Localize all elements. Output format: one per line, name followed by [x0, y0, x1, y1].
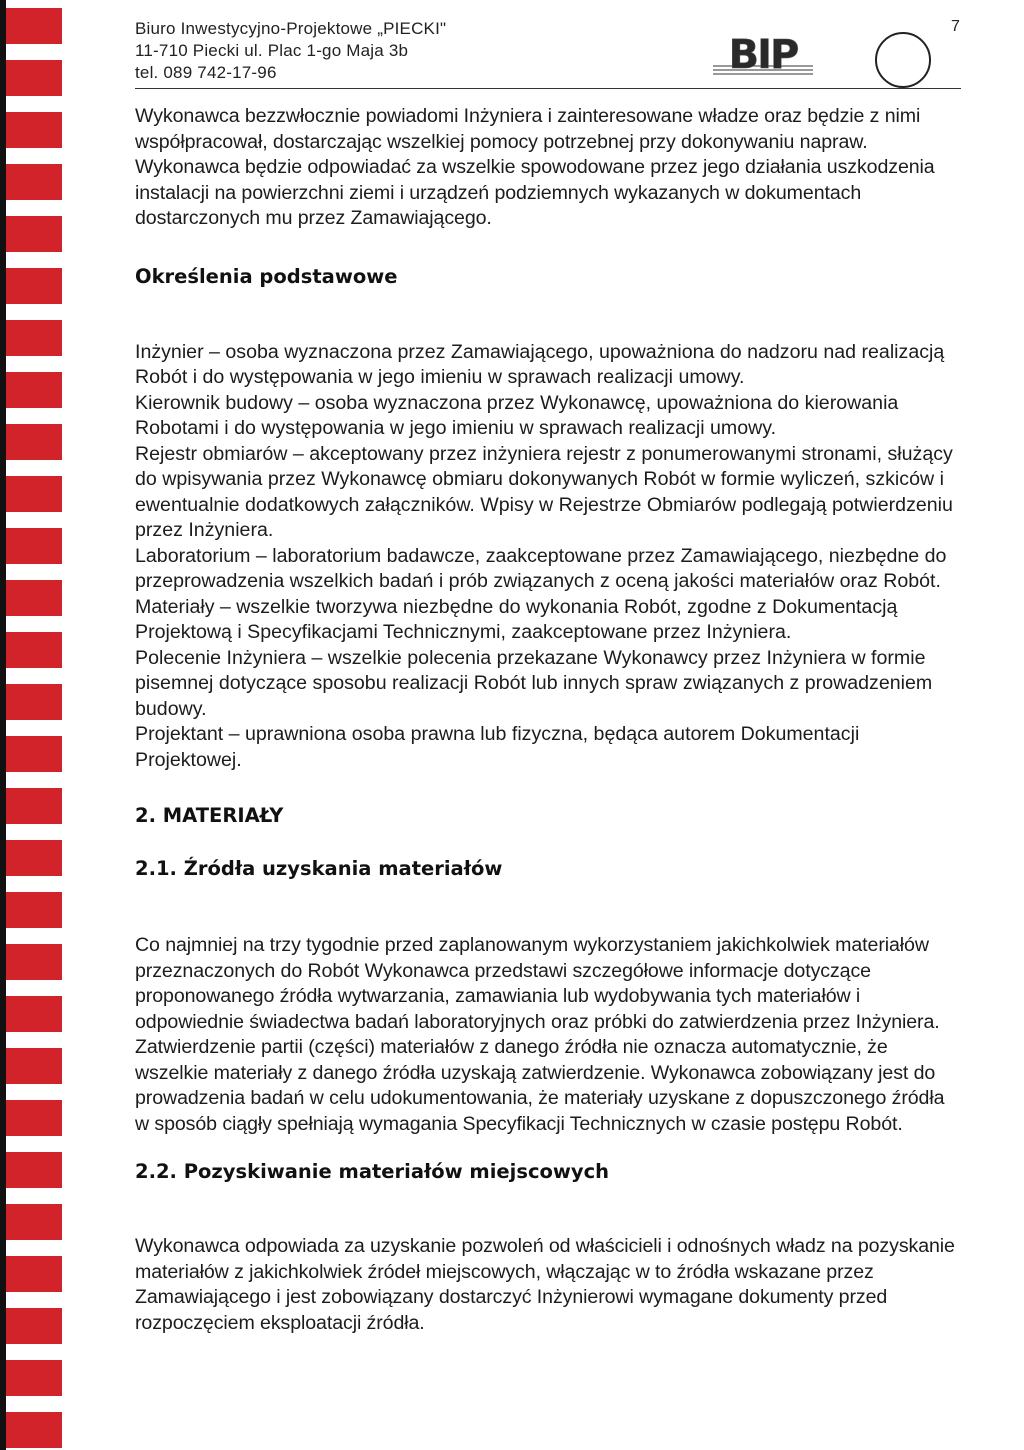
definition-item-projektant: Projektant – uprawniona osoba prawna lub fizyczna, będąca autorem Dokumentacji Projektowej. — [135, 723, 860, 771]
binding-strip — [0, 0, 62, 1450]
definition-item-polecenie-inzyniera: Polecenie Inżyniera – wszelkie polecenia przekazane Wykonawcy przez Inżyniera w formie pisemnej dotyczące sposobu realizacji Robót lub innych spraw związanych z prowadzeniem budowy. — [135, 646, 933, 720]
letterhead-address-block — [135, 18, 446, 84]
definitions-heading: Określenia podstawowe — [135, 264, 398, 288]
materials-sources-heading: 2.1. Źródła uzyskania materiałów — [135, 857, 503, 880]
bip-logo-text: BIP — [728, 32, 798, 78]
definition-item-inzynier: Inżynier – osoba wyznaczona przez Zamawiającego, upoważniona do nadzoru nad realizacją Robót i do występowania w jego imieniu w sprawach realizacji umowy. — [135, 340, 945, 388]
letterhead — [135, 18, 961, 89]
definitions-list — [135, 340, 961, 774]
circle-stamp-mark — [875, 32, 931, 88]
company-phone: tel. 089 742-17-96 — [135, 63, 277, 82]
definition-item-rejestr-obmiarow: Rejestr obmiarów – akceptowany przez inżyniera rejestr z ponumerowanymi stronami, służący do wpisywania przez Wykonawcę obmiaru dokonywanych Robót w formie wyliczeń, szkiców i ewentualnie dodatkowych załączników. Wpisy w Rejestrze Obmiarów podlegają potwierdzeniu przez Inżyniera. — [135, 442, 953, 541]
page-number: 7 — [951, 18, 960, 35]
company-name: Biuro Inwestycyjno-Projektowe „PIECKI" — [135, 19, 447, 38]
local-materials-paragraph: Wykonawca odpowiada za uzyskanie pozwoleń od właścicieli i odnośnych władz na pozyskanie materiałów z jakichkolwiek źródeł miejscowych, włączając w to źródła wskazane przez Zamawiającego i jest zobowiązany dostarczyć Inżynierowi wymagane dokumenty przed rozpoczęciem eksploatacji źródła. — [135, 1235, 955, 1334]
definition-item-kierownik-budowy: Kierownik budowy – osoba wyznaczona przez Wykonawcę, upoważniona do kierowania Robotami i do występowania w jego imieniu w sprawach realizacji umowy. — [135, 391, 899, 439]
bip-logo — [713, 24, 813, 82]
page-content — [135, 104, 961, 1336]
local-materials-heading: 2.2. Pozyskiwanie materiałów miejscowych — [135, 1160, 610, 1183]
definition-item-laboratorium: Laboratorium – laboratorium badawcze, zaakceptowane przez Zamawiającego, niezbędne do przeprowadzenia wszelkich badań i prób związanych z oceną jakości materiałów oraz Robót. — [135, 544, 947, 592]
definition-item-materialy: Materiały – wszelkie tworzywa niezbędne do wykonania Robót, zgodne z Dokumentacją Projektową i Specyfikacjami Technicznymi, zaakceptowane przez Inżyniera. — [135, 595, 898, 643]
document-page — [135, 0, 965, 1450]
materials-sources-paragraph: Co najmniej na trzy tygodnie przed zaplanowanym wykorzystaniem jakichkolwiek materiałów przeznaczonych do Robót Wykonawca przedstawi szczegółowe informacje dotyczące proponowanego źródła wytwarzania, zamawiania lub wydobywania tych materiałów i odpowiednie świadectwa badań laboratoryjnych oraz próbki do zatwierdzenia przez Inżyniera. Zatwierdzenie partii (części) materiałów z danego źródła nie oznacza automatycznie, że wszelkie materiały z danego źródła uzyskają zatwierdzenie. Wykonawca zobowiązany jest do prowadzenia badań w celu udokumentowania, że materiały uzyskane z dopuszczonego źródła w sposób ciągły spełniają wymagania Specyfikacji Technicznych w czasie postępu Robót. — [135, 934, 945, 1135]
intro-paragraph: Wykonawca bezzwłocznie powiadomi Inżyniera i zainteresowane władze oraz będzie z nimi współpracował, dostarczając wszelkiej pomocy potrzebnej przy dokonywaniu napraw. Wykonawca będzie odpowiadać za wszelkie spowodowane przez jego działania uszkodzenia instalacji na powierzchni ziemi i urządzeń podziemnych wykazanych w dokumentach dostarczonych mu przez Zamawiającego. — [135, 105, 935, 229]
materials-heading: 2. MATERIAŁY — [135, 804, 284, 827]
company-address: 11-710 Piecki ul. Plac 1-go Maja 3b — [135, 41, 409, 60]
